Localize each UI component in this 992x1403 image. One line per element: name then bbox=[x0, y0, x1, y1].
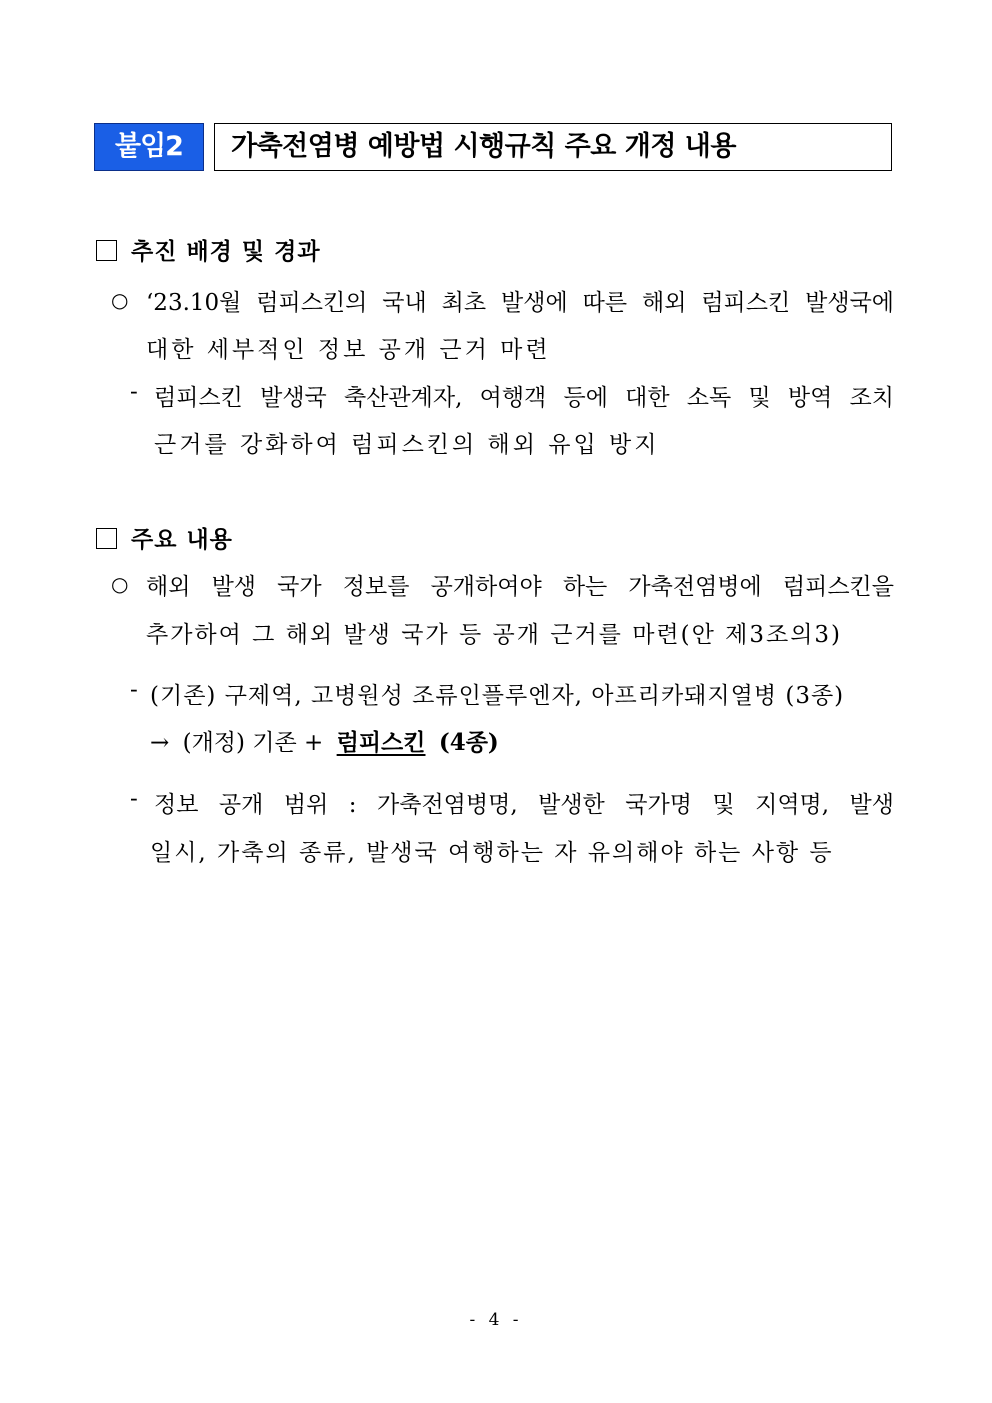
page-number: - 4 - bbox=[469, 1310, 523, 1330]
revision-suffix: (4종) bbox=[438, 729, 499, 756]
paragraph-line: 일시, 가축의 종류, 발생국 여행하는 자 유의해야 하는 사항 등 bbox=[150, 840, 834, 866]
paragraph-line: 해외 발생 국가 정보를 공개하여야 하는 가축전염병에 럼피스킨을 bbox=[146, 574, 894, 600]
document-title: 가축전염병 예방법 시행규칙 주요 개정 내용 bbox=[214, 123, 892, 171]
section-heading-text: 추진 배경 및 경과 bbox=[131, 238, 321, 265]
section-heading-text: 주요 내용 bbox=[131, 526, 233, 553]
section-heading-background bbox=[96, 233, 321, 266]
paragraph-line: 근거를 강화하여 럼피스킨의 해외 유입 방지 bbox=[154, 432, 660, 458]
revision-prefix: (개정) 기존 + bbox=[182, 730, 324, 756]
paragraph-line: 추가하여 그 해외 발생 국가 등 공개 근거를 마련(안 제3조의3) bbox=[146, 622, 843, 648]
attachment-tag: 붙임2 bbox=[94, 123, 204, 171]
paragraph-line: 정보 공개 범위 : 가축전염병명, 발생한 국가명 및 지역명, 발생 bbox=[154, 792, 894, 818]
dash-bullet-icon: - bbox=[130, 379, 138, 405]
dash-bullet-icon: - bbox=[130, 786, 138, 812]
paragraph-line: 대한 세부적인 정보 공개 근거 마련 bbox=[146, 337, 551, 363]
paragraph-line: 럼피스킨 발생국 축산관계자, 여행객 등에 대한 소독 및 방역 조치 bbox=[154, 385, 894, 411]
attachment-header bbox=[94, 123, 892, 171]
dash-bullet-icon: - bbox=[130, 677, 138, 703]
revision-line bbox=[150, 724, 499, 757]
revision-emphasis: 럼피스킨 bbox=[336, 729, 426, 756]
paragraph-line: ‘23.10월 럼피스킨의 국내 최초 발생에 따른 해외 럼피스킨 발생국에 bbox=[146, 290, 894, 316]
checkbox-square-icon bbox=[96, 528, 117, 549]
circle-bullet-icon: ○ bbox=[111, 572, 129, 596]
section-heading-main-content bbox=[96, 521, 233, 554]
checkbox-square-icon bbox=[96, 240, 117, 261]
arrow-right-icon: → bbox=[150, 730, 170, 756]
circle-bullet-icon: ○ bbox=[111, 288, 129, 312]
paragraph-line: (기존) 구제역, 고병원성 조류인플루엔자, 아프리카돼지열병 (3종) bbox=[150, 683, 845, 709]
